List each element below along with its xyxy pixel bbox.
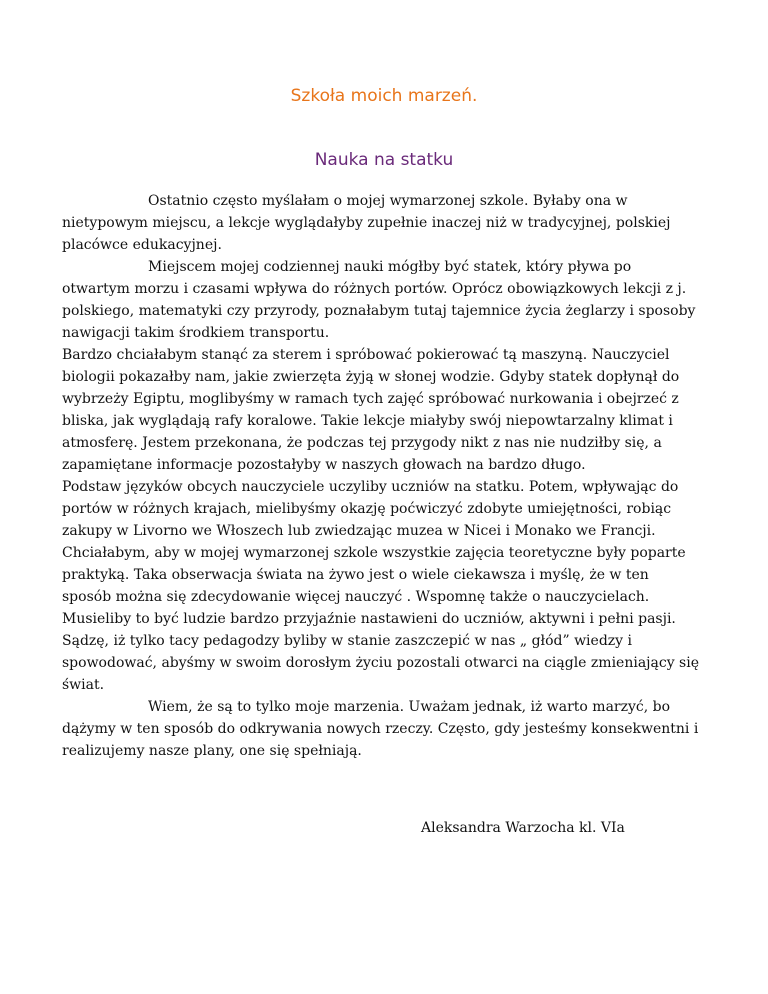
paragraph: Ostatnio często myślałam o mojej wymarzonej szkole. Byłaby ona w nietypowym miejscu, a lekcje wyglądałyby zupełnie inaczej niż w tradycyjnej, polskiej placówce edukacyjnej. [62,193,671,253]
paragraph: Podstaw języków obcych nauczyciele uczyliby uczniów na statku. Potem, wpływając do portów w różnych krajach, mielibyśmy okazję poćwiczyć zdobyte umiejętności, robiąc zakupy w Livorno we Włoszech lub zwiedzając muzea w Nicei i Monako we Francji. [62,479,679,539]
document-title: Szkoła moich marzeń. [290,86,478,106]
document-subtitle: Nauka na statku [314,150,454,170]
paragraph: Miejscem mojej codziennej nauki mógłby być statek, który pływa po otwartym morzu i czasami wpływa do różnych portów. Oprócz obowiązkowych lekcji z j. polskiego, matematyki czy przyrody, poznałabym tutaj tajemnice życia żeglarzy i sposoby nawigacji takim środkiem transportu. [62,259,696,341]
essay-body [62,190,702,762]
author-signature: Aleksandra Warzocha kl. VIa [421,820,625,836]
paragraph: Chciałabym, aby w mojej wymarzonej szkole wszystkie zajęcia teoretyczne były poparte praktyką. Taka obserwacja świata na żywo jest o wiele ciekawsza i myślę, że w ten sposób można się zdecydowanie więcej nauczyć . Wspomnę także o nauczycielach. Musieliby to być ludzie bardzo przyjaźnie nastawieni do uczniów, aktywni i pełni pasji. Sądzę, iż tylko tacy pedagodzy byliby w stanie zaszczepić w nas „ głód” wiedzy i spowodować, abyśmy w swoim dorosłym życiu pozostali otwarci na ciągle zmieniający się świat. [62,545,700,693]
paragraph: Bardzo chciałabym stanąć za sterem i spróbować pokierować tą maszyną. Nauczyciel biologii pokazałby nam, jakie zwierzęta żyją w słonej wodzie. Gdyby statek dopłynął do wybrzeży Egiptu, moglibyśmy w ramach tych zajęć spróbować nurkowania i obejrzeć z bliska, jak wyglądają rafy koralowe. Takie lekcje miałyby swój niepowtarzalny klimat i atmosferę. Jestem przekonana, że podczas tej przygody nikt z nas nie nudziłby się, a zapamiętane informacje pozostałyby w naszych głowach na bardzo długo. [62,347,680,473]
paragraph: Wiem, że są to tylko moje marzenia. Uważam jednak, iż warto marzyć, bo dążymy w ten sposób do odkrywania nowych rzeczy. Często, gdy jesteśmy konsekwentni i realizujemy nasze plany, one się spełniają. [62,699,699,759]
